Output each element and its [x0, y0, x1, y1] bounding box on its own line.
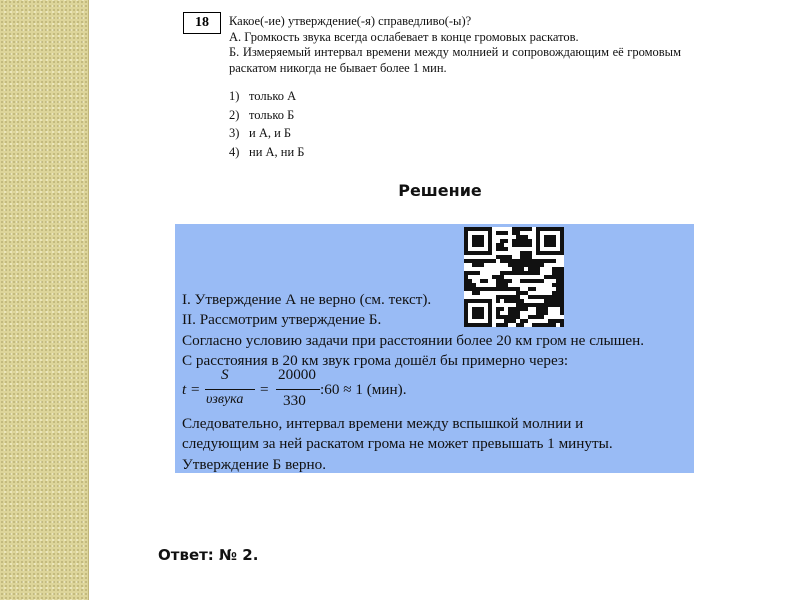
decorative-side-panel	[0, 0, 89, 600]
formula-lhs: t =	[182, 381, 201, 398]
solution-line: следующим за ней раскатом грома не может превышать 1 минуты.	[182, 435, 613, 453]
option-4	[229, 143, 304, 162]
answer-options	[229, 87, 304, 161]
formula-numerator-s: S	[221, 366, 229, 383]
answer-text: Ответ: № 2.	[158, 546, 259, 564]
solution-line: I. Утверждение А не верно (см. текст).	[182, 291, 432, 308]
statement-a: А. Громкость звука всегда ослабевает в конце громовых раскатов.	[229, 29, 579, 44]
option-text: только Б	[249, 107, 295, 122]
solution-line: С расстояния в 20 км звук грома дошёл бы примерно через:	[182, 351, 569, 369]
question-prompt: Какое(-ие) утверждение(-я) справедливо(-ы)?	[229, 14, 472, 28]
fraction-bar	[205, 389, 255, 390]
solution-box	[175, 224, 694, 473]
question-number: 18	[183, 12, 221, 34]
solution-conclusion	[182, 414, 613, 475]
solution-heading: Решение	[398, 181, 482, 200]
option-number: 2)	[229, 107, 240, 122]
option-number: 4)	[229, 144, 240, 159]
formula-equals: =	[260, 381, 269, 398]
formula-numerator-distance: 20000	[278, 366, 316, 383]
option-text: ни А, ни Б	[249, 144, 305, 159]
solution-line: II. Рассмотрим утверждение Б.	[182, 311, 382, 329]
solution-line: Согласно условию задачи при расстоянии более 20 км гром не слышен.	[182, 331, 645, 349]
option-text: и А, и Б	[249, 126, 292, 140]
option-2	[229, 106, 304, 125]
fraction-bar	[276, 389, 320, 390]
formula-denominator-v: υзвука	[206, 392, 244, 407]
solution-line: Следовательно, интервал времени между вспышкой молнии и	[182, 415, 584, 432]
formula-result: :60 ≈ 1 (мин).	[320, 381, 407, 398]
time-formula	[182, 366, 582, 412]
solution-text	[182, 290, 644, 371]
question-text	[229, 14, 681, 76]
option-text: только А	[249, 89, 297, 103]
option-number: 1)	[229, 89, 240, 103]
formula-denominator-speed: 330	[283, 392, 306, 409]
solution-line: Утверждение Б верно.	[182, 455, 327, 473]
option-3	[229, 124, 304, 143]
option-1	[229, 87, 304, 106]
statement-b: Б. Измеряемый интервал времени между молнией и сопровождающим её громовым раскатом никогда не бывает более 1 мин.	[229, 45, 681, 75]
option-number: 3)	[229, 126, 240, 140]
